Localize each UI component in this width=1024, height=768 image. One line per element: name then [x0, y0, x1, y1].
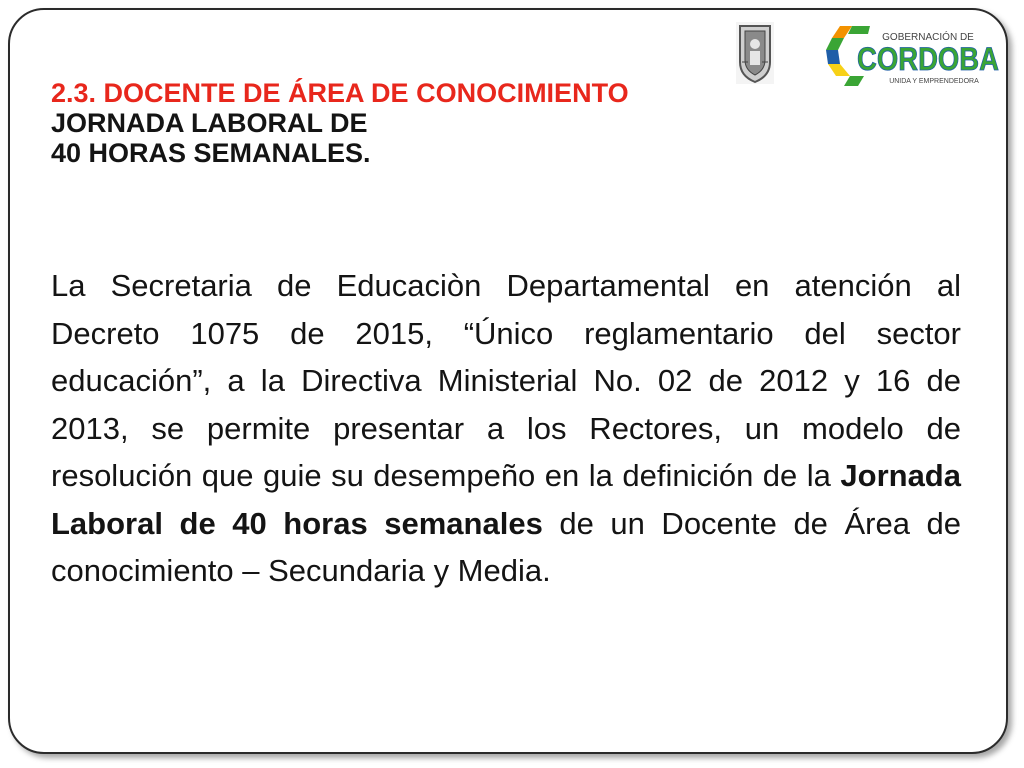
body-paragraph	[51, 262, 961, 595]
slide-heading	[51, 78, 911, 168]
body-intro: La Secretaria de Educaciòn Departamental en atención al Decreto 1075 de 2015, “Único reglamentario del sector educación”, a la Directiva Ministerial No. 02 de 2012 y 16 de 2013, se permite presentar a los Rectores, un modelo de resolución que guie su desempeño en la definición de la	[51, 268, 961, 493]
shield-logo	[736, 22, 774, 84]
logo-blue-shape	[826, 50, 840, 64]
body-outro: de un Docente de Área de conocimiento – Secundaria y Media.	[51, 505, 961, 588]
heading-line-3: 40 HORAS SEMANALES.	[51, 138, 371, 168]
heading-line-1: 2.3. DOCENTE DE ÁREA DE CONOCIMIENTO	[51, 78, 629, 108]
logo-top-text: GOBERNACIÓN DE	[882, 32, 974, 43]
logo-bottom-text: UNIDA Y EMPRENDEDORA	[889, 78, 979, 85]
logo-yellow-shape	[828, 64, 850, 76]
heading-line-2: JORNADA LABORAL DE	[51, 108, 368, 138]
body-emphasis: Jornada Laboral de 40 horas semanales	[51, 458, 961, 541]
logo-main-text: CORDOBA	[857, 41, 999, 77]
logo-green-shape	[826, 38, 844, 50]
logo-green-shape-3	[848, 26, 870, 34]
